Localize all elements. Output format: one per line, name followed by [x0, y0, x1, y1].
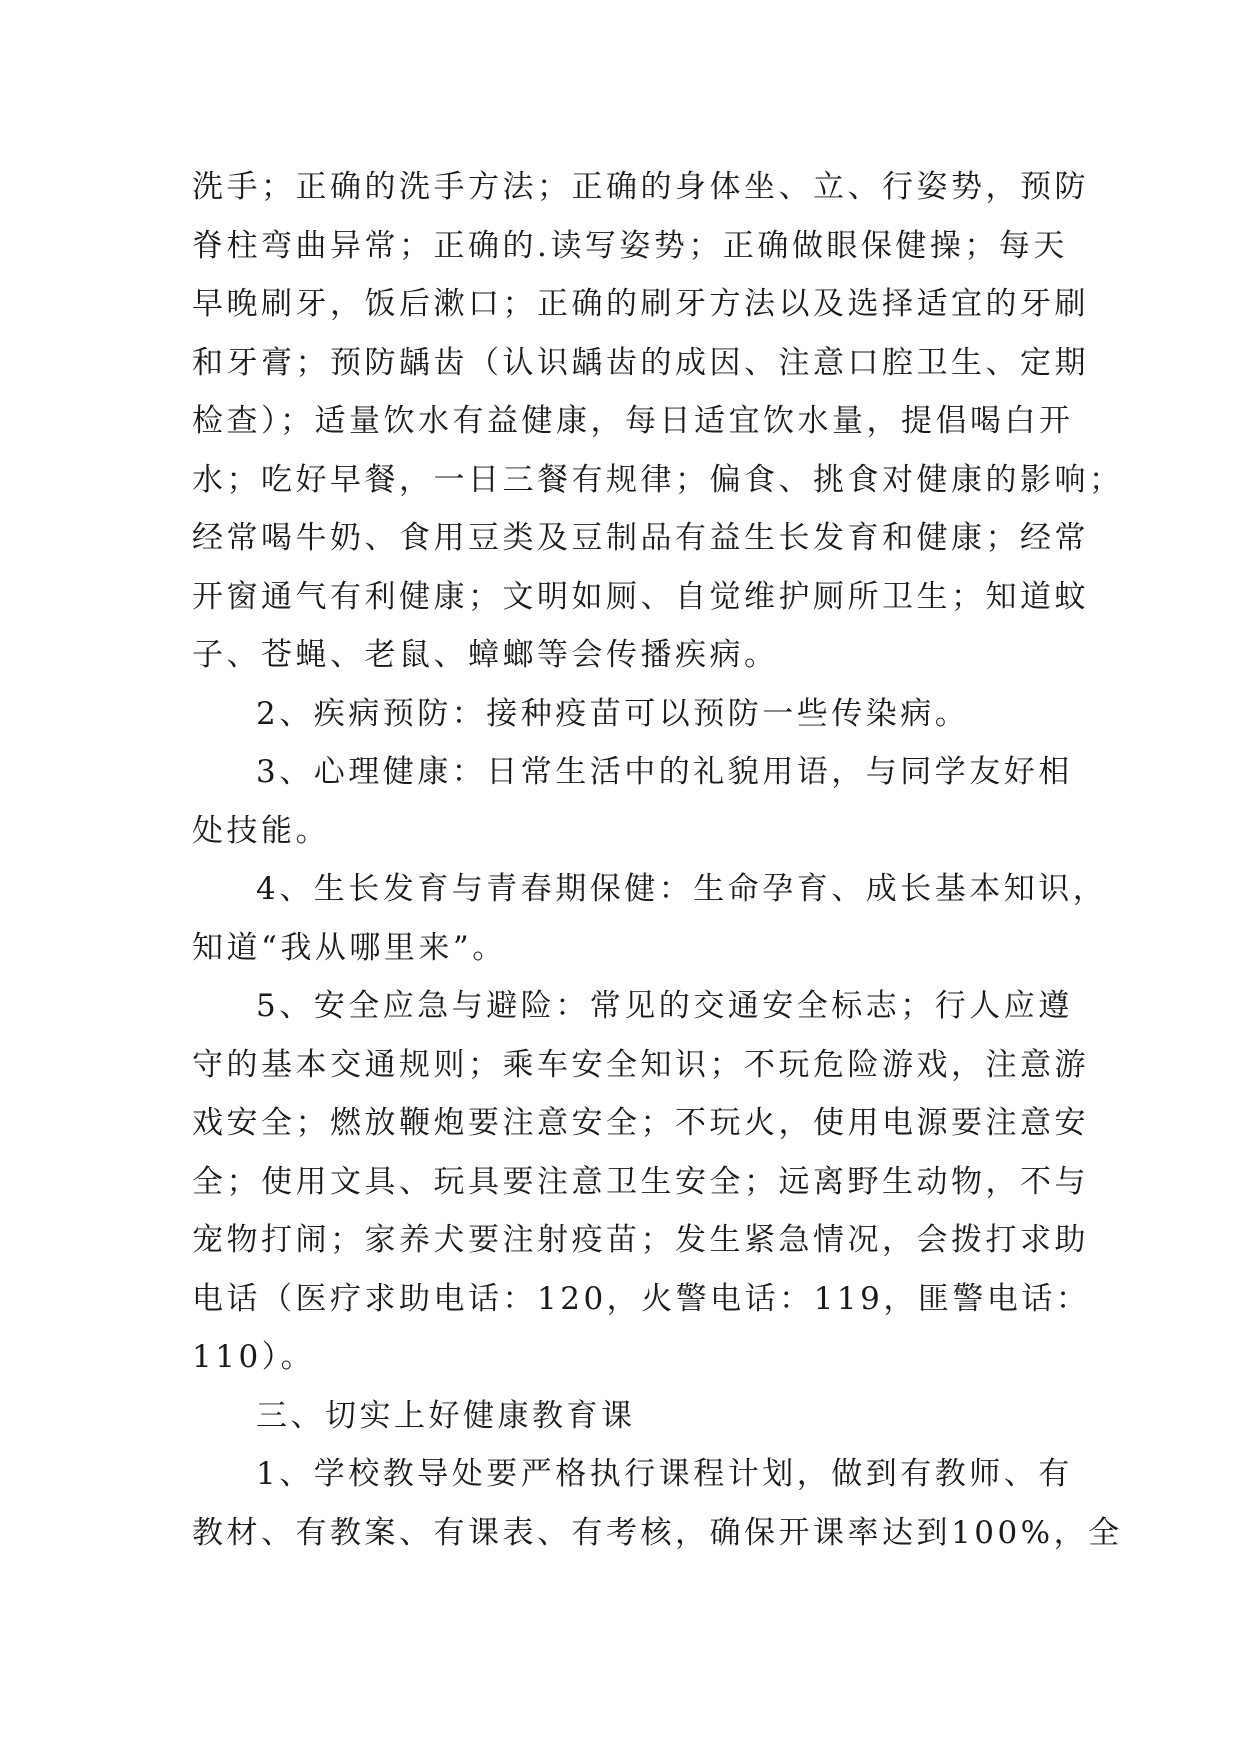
body-text	[192, 158, 1124, 1562]
text-line: 开窗通气有利健康；文明如厕、自觉维护厕所卫生；知道蚊	[192, 578, 1089, 615]
text-line: 处技能。	[192, 812, 330, 849]
text-line: 110）。	[192, 1339, 316, 1375]
text-line: 子、苍蝇、老鼠、蟑螂等会传播疾病。	[192, 637, 779, 673]
text-line: 早晚刷牙，饭后漱口；正确的刷牙方法以及选择适宜的牙刷	[192, 286, 1089, 322]
text-line: 守的基本交通规则；乘车安全知识；不玩危险游戏，注意游	[192, 1046, 1089, 1083]
text-line: 全；使用文具、玩具要注意卫生安全；远离野生动物，不与	[192, 1163, 1089, 1200]
text-line: 水；吃好早餐，一日三餐有规律；偏食、挑食对健康的影响；	[192, 461, 1124, 498]
text-line: 经常喝牛奶、食用豆类及豆制品有益生长发育和健康；经常	[192, 520, 1089, 556]
text-line: 4、生长发育与青春期保健：生命孕育、成长基本知识，	[256, 871, 1108, 907]
text-line: 教材、有教案、有课表、有考核，确保开课率达到100%，全	[192, 1514, 1123, 1551]
text-line: 1、学校教导处要严格执行课程计划，做到有教师、有	[256, 1456, 1073, 1492]
text-line: 3、心理健康：日常生活中的礼貌用语，与同学友好相	[256, 754, 1073, 790]
text-line: 宠物打闹；家养犬要注射疫苗；发生紧急情况，会拨打求助	[192, 1222, 1089, 1258]
text-line: 检查）；适量饮水有益健康，每日适宜饮水量，提倡喝白开	[192, 403, 1074, 439]
text-line: 和牙膏；预防龋齿（认识龋齿的成因、注意口腔卫生、定期	[192, 344, 1089, 381]
text-line: 脊柱弯曲异常；正确的.读写姿势；正确做眼保健操；每天	[192, 227, 1068, 264]
text-line: 知道“我从哪里来”。	[192, 929, 507, 966]
text-line: 洗手；正确的洗手方法；正确的身体坐、立、行姿势，预防	[192, 169, 1089, 205]
text-line: 5、安全应急与避险：常见的交通安全标志；行人应遵	[256, 988, 1073, 1024]
text-line: 三、切实上好健康教育课	[256, 1397, 636, 1434]
text-line: 电话（医疗求助电话：120，火警电话：119，匪警电话：	[192, 1280, 1091, 1317]
text-line: 戏安全；燃放鞭炮要注意安全；不玩火，使用电源要注意安	[192, 1105, 1089, 1141]
text-line: 2、疾病预防：接种疫苗可以预防一些传染病。	[256, 695, 970, 732]
